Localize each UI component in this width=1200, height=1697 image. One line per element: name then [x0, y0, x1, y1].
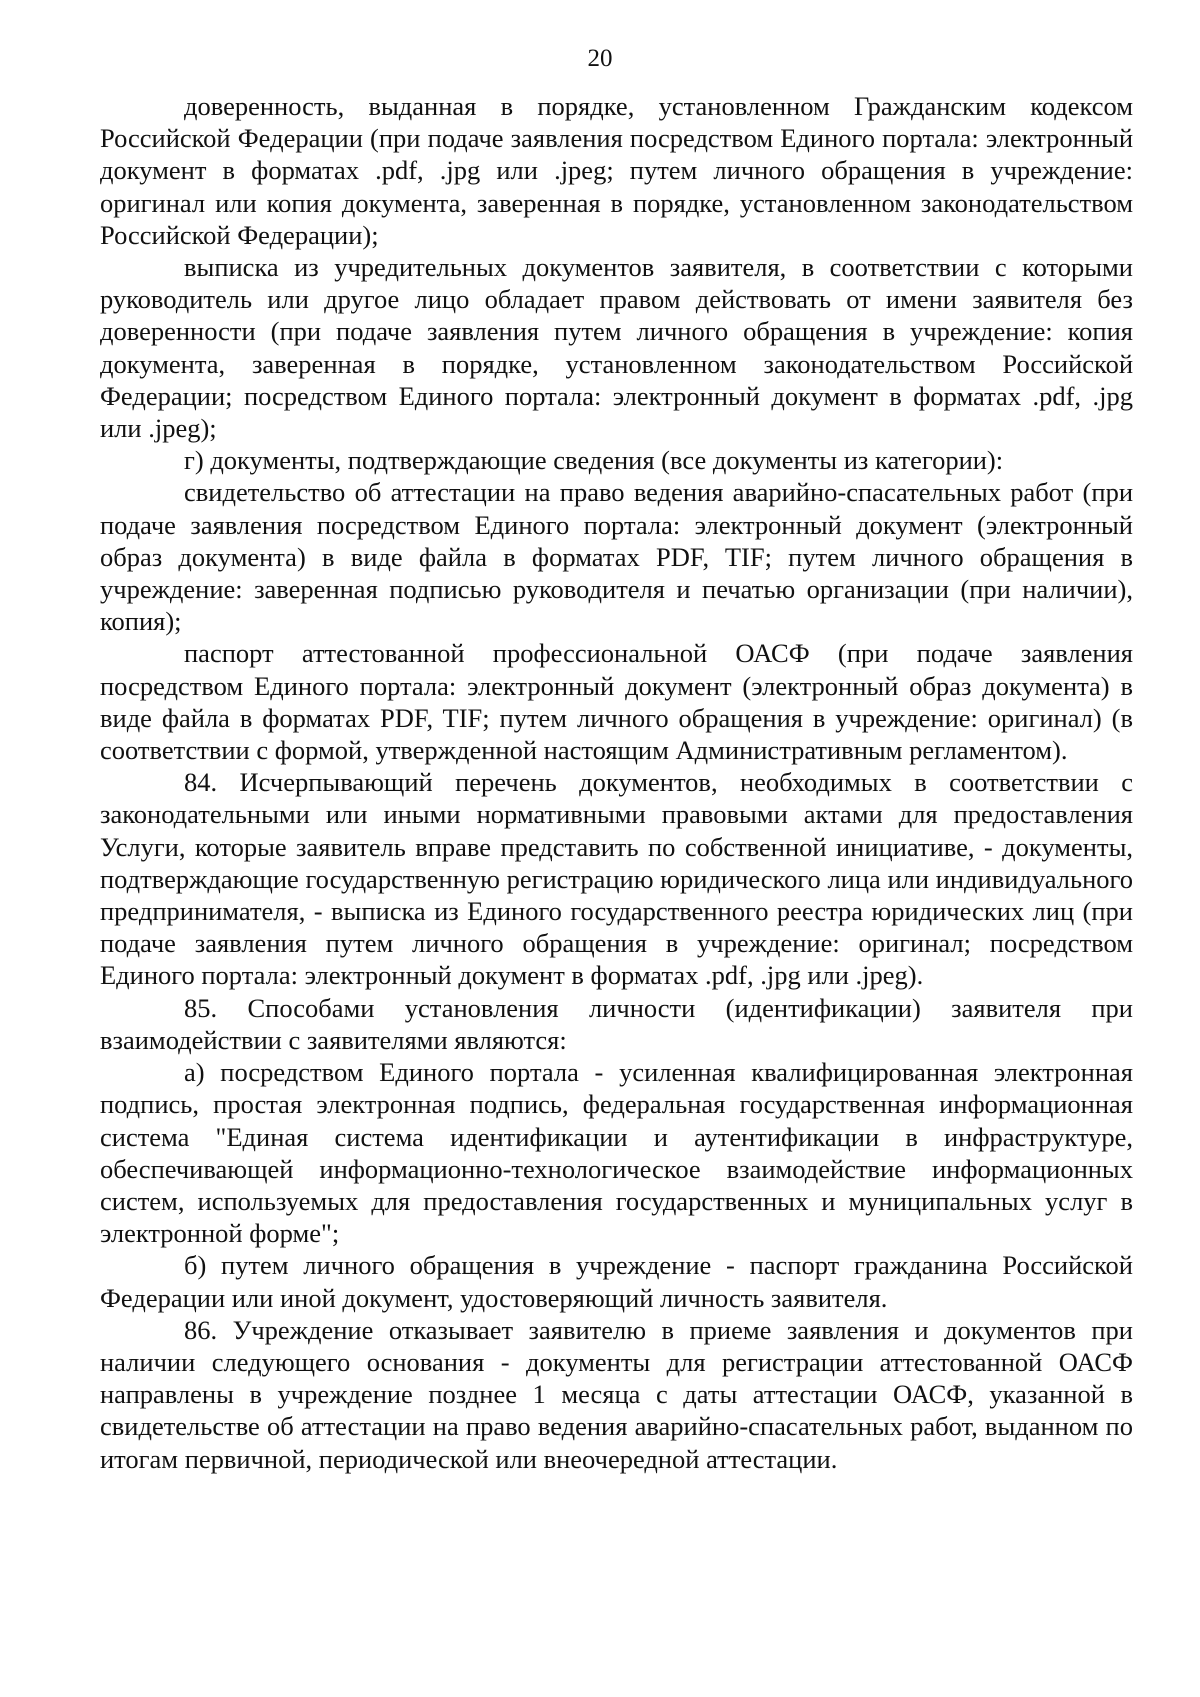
paragraph-84: 84. Исчерпывающий перечень документов, необходимых в соответствии с законодательными или иными нормативными правовыми актами для предоставления Услуги, которые заявитель вправе представить по собственной инициативе, - документы, подтверждающие государственную регистрацию юридического лица или индивидуального предпринимателя, - выписка из Единого государственного реестра юридических лиц (при подаче заявления путем личного обращения в учреждение: оригинал; посредством Единого портала: электронный документ в форматах .pdf, .jpg или .jpeg). [100, 767, 1133, 991]
paragraph-85-a: а) посредством Единого портала - усиленная квалифицированная электронная подпись, простая электронная подпись, федеральная государственная информационная система "Единая система идентификации и аутентификации в инфраструктуре, обеспечивающей информационно-технологическое взаимодействие информационных систем, используемых для предоставления государственных и муниципальных услуг в электронной форме"; [100, 1057, 1133, 1249]
paragraph-85: 85. Способами установления личности (идентификации) заявителя при взаимодействии с заявителями являются: [100, 992, 1133, 1055]
paragraph-attestation-certificate: свидетельство об аттестации на право ведения аварийно-спасательных работ (при подаче заявления посредством Единого портала: электронный документ (электронный образ документа) в виде файла в форматах PDF, TIF; путем личного обращения в учреждение: заверенная подписью руководителя и печатью организации (при наличии), копия); [100, 477, 1133, 637]
paragraph-charter-extract: выписка из учредительных документов заявителя, в соответствии с которыми руководитель или другое лицо обладает правом действовать от имени заявителя без доверенности (при подаче заявления путем личного обращения в учреждение: копия документа, заверенная в порядке, установленном законодательством Российской Федерации; посредством Единого портала: электронный документ в форматах .pdf, .jpg или .jpeg); [100, 252, 1133, 444]
paragraph-85-b: б) путем личного обращения в учреждение - паспорт гражданина Российской Федерации или иной документ, удостоверяющий личность заявителя. [100, 1250, 1133, 1313]
page-number: 20 [587, 45, 613, 72]
paragraph-power-of-attorney: доверенность, выданная в порядке, установленном Гражданским кодексом Российской Федерации (при подаче заявления посредством Единого портала: электронный документ в форматах .pdf, .jpg или .jpeg; путем личного обращения в учреждение: оригинал или копия документа, заверенная в порядке, установленном законодательством Российской Федерации); [100, 91, 1133, 250]
paragraph-86: 86. Учреждение отказывает заявителю в приеме заявления и документов при наличии следующего основания - документы для регистрации аттестованной ОАСФ направлены в учреждение позднее 1 месяца с даты аттестации ОАСФ, указанной в свидетельстве об аттестации на право ведения аварийно-спасательных работ, выданном по итогам первичной, периодической или внеочередной аттестации. [100, 1314, 1133, 1474]
paragraph-item-g-heading: г) документы, подтверждающие сведения (все документы из категории): [184, 445, 1004, 476]
document-body [100, 90, 1133, 1475]
paragraph-oasf-passport: паспорт аттестованной профессиональной ОАСФ (при подаче заявления посредством Единого портала: электронный документ (электронный образ документа) в виде файла в форматах PDF, TIF; путем личного обращения в учреждение: оригинал) (в соответствии с формой, утвержденной настоящим Административным регламентом). [100, 638, 1133, 766]
